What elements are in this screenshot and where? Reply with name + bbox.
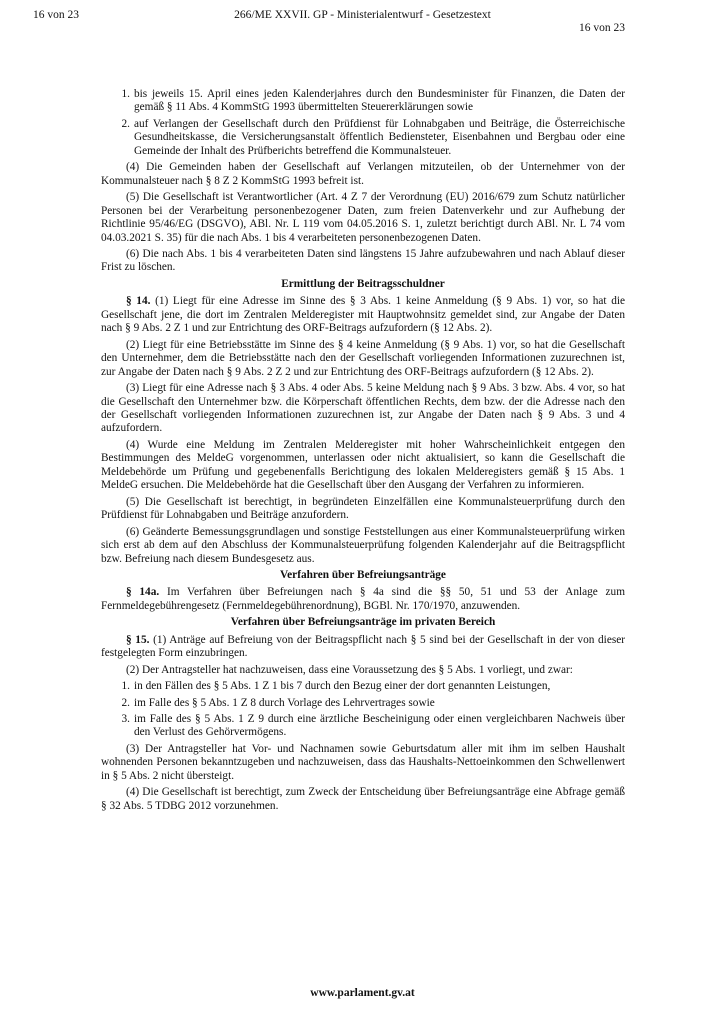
paragraph: (2) Der Antragsteller hat nachzuweisen, dass eine Voraussetzung des § 5 Abs. 1 vorliegt, und zwar:: [126, 663, 573, 676]
list-item-number: 1.: [121, 680, 130, 693]
paragraph: (5) Die Gesellschaft ist Verantwortlicher (Art. 4 Z 7 der Verordnung (EU) 2016/679 zum Schutz natürlicher Personen bei der Verarbeitung personenbezogener Daten, zum freien Datenverkehr und zur Aufhebung der Richtlinie 95/46/EG (DSGVO), ABl. Nr. L 119 vom 04.05.2016 S. 1, zuletzt berichtigt durch ABl. Nr. L 74 vom 04.03.2021 S. 35) für die nach Abs. 1 bis 4 verarbeiteten personenbezogenen Daten.: [101, 191, 625, 244]
paragraph: (4) Die Gesellschaft ist berechtigt, zum Zweck der Entscheidung über Befreiungsanträge eine Abfrage gemäß § 32 Abs. 5 TDBG 2012 vorzunehmen.: [101, 786, 625, 812]
list-item-text: im Falle des § 5 Abs. 1 Z 9 durch eine ärztliche Bescheinigung oder einen vergleichbaren Nachweis über den Verlust des Gehörvermögens.: [134, 713, 625, 739]
paragraph: (5) Die Gesellschaft ist berechtigt, in begründeten Einzelfällen eine Kommunalsteuerprüfung durch den Prüfdienst für Lohnabgaben und Beiträge anzufordern.: [101, 495, 625, 522]
page-number-right: 16 von 23: [579, 22, 625, 34]
section-label: § 15.: [126, 633, 150, 646]
list-item-text: auf Verlangen der Gesellschaft durch den Prüfdienst für Lohnabgaben und Beiträge, die Österreichische Gesundheitskasse, die Versicherungsanstalt öffentlich Bediensteter, Eisenbahnen und Bergbau oder eine Gemeinde der Inhalt des Prüfberichts betreffend die Kommunalsteuer.: [134, 117, 625, 157]
paragraph: (4) Wurde eine Meldung im Zentralen Melderegister mit hoher Wahrscheinlichkeit entgegen den Bestimmungen des MeldeG vorgenommen, unterlassen oder nicht aktualisiert, so kann die Gesellschaft die Meldebehörde um Prüfung und gegebenenfalls Berichtigung des lokalen Melderegisters gemäß § 15 Abs. 1 MeldeG ersuchen. Die Meldebehörde hat die Gesellschaft über den Ausgang der Verfahren zu informieren.: [101, 438, 625, 492]
list-item: [101, 697, 625, 710]
document-body: [101, 88, 625, 816]
header-page-number-left: 16 von 23: [33, 9, 79, 21]
list-item-text: im Falle des § 5 Abs. 1 Z 8 durch Vorlage des Lehrvertrages sowie: [134, 696, 435, 709]
paragraph: (3) Der Antragsteller hat Vor- und Nachnamen sowie Geburtsdatum aller mit ihm im selben Haushalt wohnenden Personen bekanntzugeben und nachzuweisen, dass das Haushalts-Nettoeinkommen den Schwellenwert in § 5 Abs. 2 nicht übersteigt.: [101, 742, 625, 782]
paragraph: (3) Liegt für eine Adresse nach § 3 Abs. 4 oder Abs. 5 keine Meldung nach § 9 Abs. 3 bzw. Abs. 4 vor, so hat die Gesellschaft den Unternehmer bzw. die Körperschaft öffentlichen Rechts, dem bzw. der die Adresse nach den der Gesellschaft vorliegenden Informationen zuzurechnen ist, zur Angabe der Daten nach § 9 Abs. 3 und 4 aufzufordern.: [101, 382, 625, 435]
paragraph: (6) Geänderte Bemessungsgrundlagen und sonstige Feststellungen aus einer Kommunalsteuerprüfung wirken sich erst ab dem auf den Abschluss der Kommunalsteuerprüfung folgenden Kalenderjahr auf die Beitragspflicht bzw. Befreiung nach diesem Bundesgesetz aus.: [101, 525, 625, 565]
paragraph-text: Im Verfahren über Befreiungen nach § 4a sind die §§ 50, 51 und 53 der Anlage zum Fernmeldegebührengesetz (Fernmeldegebührenordnung), BGBl. Nr. 170/1970, anzuwenden.: [101, 586, 625, 612]
paragraph: [101, 634, 625, 661]
list-item: [101, 118, 625, 158]
footer-link[interactable]: www.parlament.gv.at: [310, 987, 415, 999]
section-heading: Ermittlung der Beitragsschuldner: [281, 277, 445, 290]
section-heading: Verfahren über Befreiungsanträge: [280, 568, 446, 581]
list-item-number: 2.: [121, 117, 130, 130]
list-item-number: 1.: [121, 88, 130, 100]
section-heading: Verfahren über Befreiungsanträge im privaten Bereich: [230, 616, 496, 629]
section-label: § 14a.: [126, 586, 160, 599]
list-item: [101, 88, 625, 115]
list-item: [101, 680, 625, 693]
paragraph: (6) Die nach Abs. 1 bis 4 verarbeiteten Daten sind längstens 15 Jahre aufzubewahren und nach Ablauf dieser Frist zu löschen.: [101, 247, 625, 274]
list-item-number: 3.: [121, 713, 130, 726]
paragraph: (2) Liegt für eine Betriebsstätte im Sinne des § 4 keine Anmeldung (§ 9 Abs. 1) vor, so hat die Gesellschaft den Unternehmer, dem die Betriebsstätte nach den der Gesellschaft vorliegenden Informationen zuzurechnen ist, zur Angabe der Daten nach § 9 Abs. 2 Z 2 und zur Entrichtung des ORF-Beitrags aufzufordern (§ 12 Abs. 2).: [101, 338, 625, 378]
paragraph: [101, 295, 625, 335]
header-document-title: 266/ME XXVII. GP - Ministerialentwurf - Gesetzestext: [234, 9, 491, 21]
list-item-number: 2.: [121, 696, 130, 709]
paragraph: [101, 586, 625, 613]
paragraph-text: (1) Liegt für eine Adresse im Sinne des § 3 Abs. 1 keine Anmeldung (§ 9 Abs. 1) vor, so hat die Gesellschaft jene, die dort im Zentralen Melderegister mit Hauptwohnsitz gemeldet sind, zur Angabe der Daten nach § 9 Abs. 2 Z 1 und zur Entrichtung des ORF-Beitrags aufzufordern (§ 12 Abs. 2).: [101, 295, 625, 335]
paragraph-text: (1) Anträge auf Befreiung von der Beitragspflicht nach § 5 sind bei der Gesellschaft in der von dieser festgelegten Form einzubringen.: [101, 633, 626, 660]
list-item: [101, 713, 625, 740]
list-item-text: in den Fällen des § 5 Abs. 1 Z 1 bis 7 durch den Bezug einer der dort genannten Leistungen,: [134, 680, 551, 693]
list-item-text: bis jeweils 15. April eines jeden Kalenderjahres durch den Bundesminister für Finanzen, die Daten der gemäß § 11 Abs. 4 KommStG 1993 übermittelten Steuererklärungen sowie: [134, 88, 625, 114]
paragraph: (4) Die Gemeinden haben der Gesellschaft auf Verlangen mitzuteilen, ob der Unternehmer von der Kommunalsteuer nach § 8 Z 2 KommStG 1993 befreit ist.: [101, 161, 625, 187]
section-label: § 14.: [126, 295, 151, 308]
